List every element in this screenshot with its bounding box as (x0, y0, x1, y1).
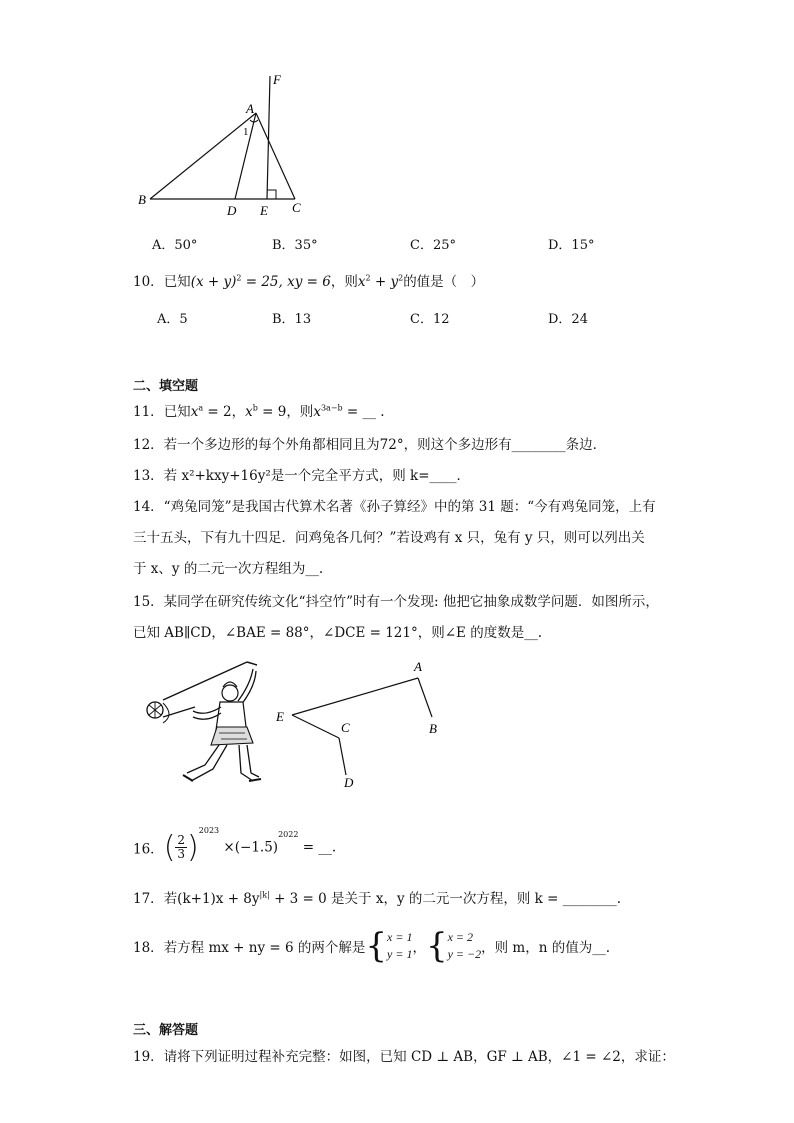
q12-question: 12．若一个多边形的每个外角都相同且为72°，则这个多边形有________条边． (133, 437, 607, 453)
q9-option-c: C．25° (410, 238, 456, 253)
parallel-lines-figure-q15 (268, 655, 448, 795)
right-angle-mark (267, 190, 276, 199)
q10-option-d: D．24 (548, 312, 588, 327)
line-AB (418, 678, 432, 717)
line-BA (150, 113, 256, 199)
label-F: F (273, 72, 281, 87)
q15-line1: 15．某同学在研究传统文化“抖空竹”时有一个发现: 他把它抽象成数学问题．如图所示， (133, 594, 659, 610)
label-1: 1 (243, 126, 249, 138)
label-D: D (344, 775, 354, 790)
q10-option-c: C．12 (410, 312, 450, 327)
line-CD (339, 738, 346, 775)
q13-question: 13．若 x²+kxy+16y²是一个完全平方式，则 k=____． (133, 468, 471, 484)
label-E: E (260, 203, 268, 218)
q14-line3: 于 x、y 的二元一次方程组为__. (133, 561, 324, 577)
q16-question: 16．( $\frac{2}{3}$ )$^{2023} \times(-1.5)^{2022}$ = __. (133, 826, 337, 865)
q10-option-b: B．13 (272, 312, 312, 327)
q17-question: 17．若$(k+1)x + 8y^{|k|} + 3 = 0$ 是关于 x，y 的二元一次方程，则 k = ________. (133, 890, 622, 907)
label-C: C (341, 720, 350, 735)
q18-question: 18．若方程 mx + ny = 6 的两个解是{ x = 1 y = 1 ，{ x = 2 y = −2 ，则 m，n 的值为__. (133, 926, 611, 966)
q10-question: 10．已知$(x + y)^2 = 25$, xy = 6，则$x^2 + y^2$的值是（ ） (133, 273, 485, 290)
label-A: A (246, 101, 254, 116)
q9-option-b: B．35° (272, 238, 318, 253)
q9-option-a: A．50° (152, 238, 198, 253)
label-B: B (429, 721, 437, 736)
label-E: E (276, 709, 284, 724)
triangle-figure-q9 (130, 68, 320, 220)
line-AC (256, 113, 295, 199)
label-B: B (138, 192, 146, 207)
q14-line1: 14．“鸡兔同笼”是我国古代算术名著《孙子算经》中的第 31 题：“今有鸡兔同笼，上有 (133, 499, 656, 515)
q10-option-a: A．5 (157, 312, 188, 327)
section-title-answers: 三、解答题 (133, 1023, 199, 1038)
label-D: D (227, 203, 237, 218)
q19-question: 19．请将下列证明过程补充完整：如图，已知 CD ⊥ AB，GF ⊥ AB，∠1 = ∠2，求证： (133, 1049, 675, 1065)
line-EA (292, 678, 418, 715)
label-C: C (292, 200, 301, 215)
label-A: A (414, 659, 422, 674)
q14-line2: 三十五头，下有九十四足．问鸡兔各几何？”若设鸡有 x 只，兔有 y 只，则可以列出关 (133, 530, 645, 546)
q11-question: 11．已知$x^a = 2$，$x^b = 9$，则$x^{3a-b}$ = __ . (133, 403, 385, 420)
line-EC (292, 715, 339, 738)
q15-line2: 已知 AB∥CD，∠BAE = 88°，∠DCE = 121°，则∠E 的度数是__. (133, 625, 542, 641)
q9-option-d: D．15° (548, 238, 595, 253)
section-title-fill-blank: 二、填空题 (133, 379, 199, 394)
diabolo-player-illustration (135, 655, 270, 790)
